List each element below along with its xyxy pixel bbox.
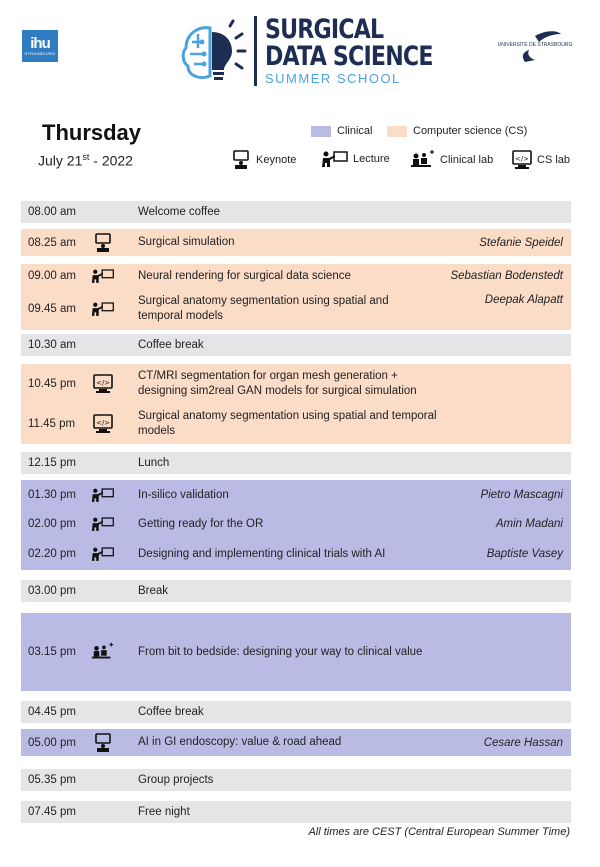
- schedule-row-neural-rendering: [21, 266, 571, 286]
- row-title: Coffee break: [138, 338, 204, 351]
- row-title: Getting ready for the OR: [138, 517, 264, 530]
- schedule-row-anatomy-segmentation: [21, 290, 571, 328]
- cs-swatch: [387, 126, 407, 137]
- legend-keynote: [230, 150, 296, 170]
- schedule-row-gi-endoscopy: [21, 729, 571, 756]
- svg-text:</>: </>: [95, 419, 111, 427]
- row-time: 09.45 am: [28, 303, 76, 315]
- keynote-icon: [91, 733, 115, 753]
- lecture-icon: [91, 266, 115, 286]
- row-title: From bit to bedside: designing your way to clinical value: [138, 645, 423, 658]
- row-time: 05.35 pm: [28, 774, 76, 786]
- legend-lecture-label: Lecture: [353, 153, 390, 165]
- clinical-swatch: [311, 126, 331, 137]
- keynote-icon: [230, 150, 252, 170]
- legend-clinical-lab-label: Clinical lab: [440, 154, 494, 166]
- date-label: [38, 152, 133, 169]
- row-time: 05.00 pm: [28, 736, 76, 749]
- keynote-icon: [91, 233, 115, 253]
- legend-clinical-label: Clinical: [337, 125, 373, 137]
- legend-cs-lab: [511, 150, 570, 170]
- schedule-row-clinical-trials: [21, 543, 571, 565]
- lecture-icon: [321, 150, 349, 168]
- lecture-icon: [91, 544, 115, 564]
- row-title: Welcome coffee: [138, 205, 221, 218]
- schedule-row-break: [21, 580, 571, 602]
- row-time: 02.20 pm: [28, 548, 76, 560]
- schedule-row-anatomy-segmentation-lab: [21, 406, 571, 442]
- cs-lab-icon: [511, 150, 533, 170]
- legend-clinical-lab: [410, 150, 493, 170]
- row-time: 11.45 pm: [28, 418, 76, 430]
- cs-lab-icon: [91, 374, 115, 394]
- schedule-row-lunch: [21, 452, 571, 474]
- row-speaker: Pietro Mascagni: [480, 489, 563, 501]
- schedule-row-group-projects: [21, 769, 571, 791]
- row-title: Break: [138, 584, 169, 597]
- row-title: [138, 369, 417, 399]
- row-time: 03.00 pm: [28, 585, 76, 597]
- row-title-line2: designing sim2real GAN models for surgical simulation: [138, 385, 417, 397]
- legend-cs-lab-label: CS lab: [537, 154, 571, 166]
- title-line-summer-school: SUMMER SCHOOL: [265, 71, 401, 86]
- legend-cs: [387, 125, 527, 137]
- row-title: [138, 409, 437, 439]
- row-time: 07.45 pm: [28, 806, 76, 818]
- row-title: Group projects: [138, 773, 214, 786]
- date-year: - 2022: [89, 152, 133, 169]
- timezone-footnote: All times are CEST (Central European Summer Time): [308, 826, 570, 838]
- row-title-line1: Surgical anatomy segmentation using spatial and: [138, 295, 389, 307]
- row-speaker: Sebastian Bodenstedt: [450, 270, 563, 282]
- row-speaker: Cesare Hassan: [483, 736, 563, 749]
- row-time: 04.45 pm: [28, 706, 76, 718]
- row-time: 01.30 pm: [28, 489, 76, 501]
- schedule-row-surgical-simulation: [21, 229, 571, 256]
- university-logo: [495, 28, 575, 66]
- row-time: 10.45 pm: [28, 378, 76, 390]
- title-line-data-science: DATA SCIENCE: [265, 41, 433, 72]
- university-name: UNIVERSITÉ DE STRASBOURG: [497, 42, 573, 48]
- schedule-row-bit-to-bedside: [21, 613, 571, 691]
- row-time: 08.00 am: [28, 206, 76, 218]
- schedule-row-coffee-break-2: [21, 701, 571, 723]
- school-title: [254, 16, 469, 86]
- schedule-row-welcome-coffee: [21, 201, 571, 223]
- day-heading: Thursday: [42, 120, 142, 145]
- schedule-row-free-night: [21, 801, 571, 823]
- row-time: 10.30 am: [28, 339, 76, 351]
- row-title: AI in GI endoscopy: value & road ahead: [138, 736, 342, 748]
- schedule-row-in-silico: [21, 484, 571, 506]
- row-time: 03.15 pm: [28, 646, 76, 658]
- row-title: In-silico validation: [138, 488, 229, 501]
- row-speaker: Baptiste Vasey: [486, 548, 563, 560]
- title-line-surgical: SURGICAL: [265, 14, 384, 45]
- row-title: Surgical simulation: [138, 236, 235, 248]
- date-month-day: July 21: [38, 152, 83, 169]
- schedule-block-afternoon-clinical: [21, 480, 571, 570]
- row-title: Neural rendering for surgical data science: [138, 269, 351, 282]
- row-time: 08.25 am: [28, 236, 76, 249]
- lecture-icon: [91, 299, 115, 319]
- svg-text:</>: </>: [514, 155, 530, 163]
- row-time: 12.15 pm: [28, 457, 76, 469]
- row-title: Lunch: [138, 456, 170, 469]
- schedule-row-coffee-break: [21, 334, 571, 356]
- row-time: 02.00 pm: [28, 518, 76, 530]
- lecture-icon: [91, 485, 115, 505]
- lecture-icon: [91, 514, 115, 534]
- row-title-line2: models: [138, 425, 176, 437]
- row-title: Designing and implementing clinical trials with AI: [138, 547, 386, 560]
- row-speaker: Stefanie Speidel: [479, 236, 563, 249]
- schedule-row-ct-mri: [21, 366, 571, 402]
- row-title-line1: CT/MRI segmentation for organ mesh generation +: [138, 370, 398, 382]
- ihu-logo-subtext: STRASBOURG: [24, 51, 56, 56]
- ihu-logo: [22, 30, 58, 62]
- brain-bulb-icon: [178, 18, 248, 88]
- row-speaker: Deepak Alapatt: [484, 294, 563, 306]
- date-suffix: st: [82, 152, 90, 162]
- row-time: 09.00 am: [28, 270, 76, 282]
- schedule-block-cs-labs: [21, 364, 571, 444]
- row-title-line2: temporal models: [138, 310, 224, 322]
- legend-cs-label: Computer science (CS): [413, 125, 528, 137]
- row-title-line1: Surgical anatomy segmentation using spatial and temporal: [138, 410, 437, 422]
- cs-lab-icon: [91, 414, 115, 434]
- row-speaker: Amin Madani: [495, 518, 563, 530]
- row-title: Coffee break: [138, 705, 204, 718]
- legend-keynote-label: Keynote: [256, 154, 297, 166]
- legend-clinical: [311, 125, 372, 137]
- row-title: [138, 294, 389, 324]
- schedule-block-morning-cs: [21, 264, 571, 330]
- clinical-lab-icon: [91, 642, 115, 662]
- svg-text:</>: </>: [95, 379, 111, 387]
- clinical-lab-icon: [410, 150, 436, 170]
- schedule-row-ready-for-or: [21, 513, 571, 535]
- ihu-logo-text: ihu: [30, 35, 50, 52]
- row-title: Free night: [138, 805, 190, 818]
- legend-lecture: [321, 150, 390, 168]
